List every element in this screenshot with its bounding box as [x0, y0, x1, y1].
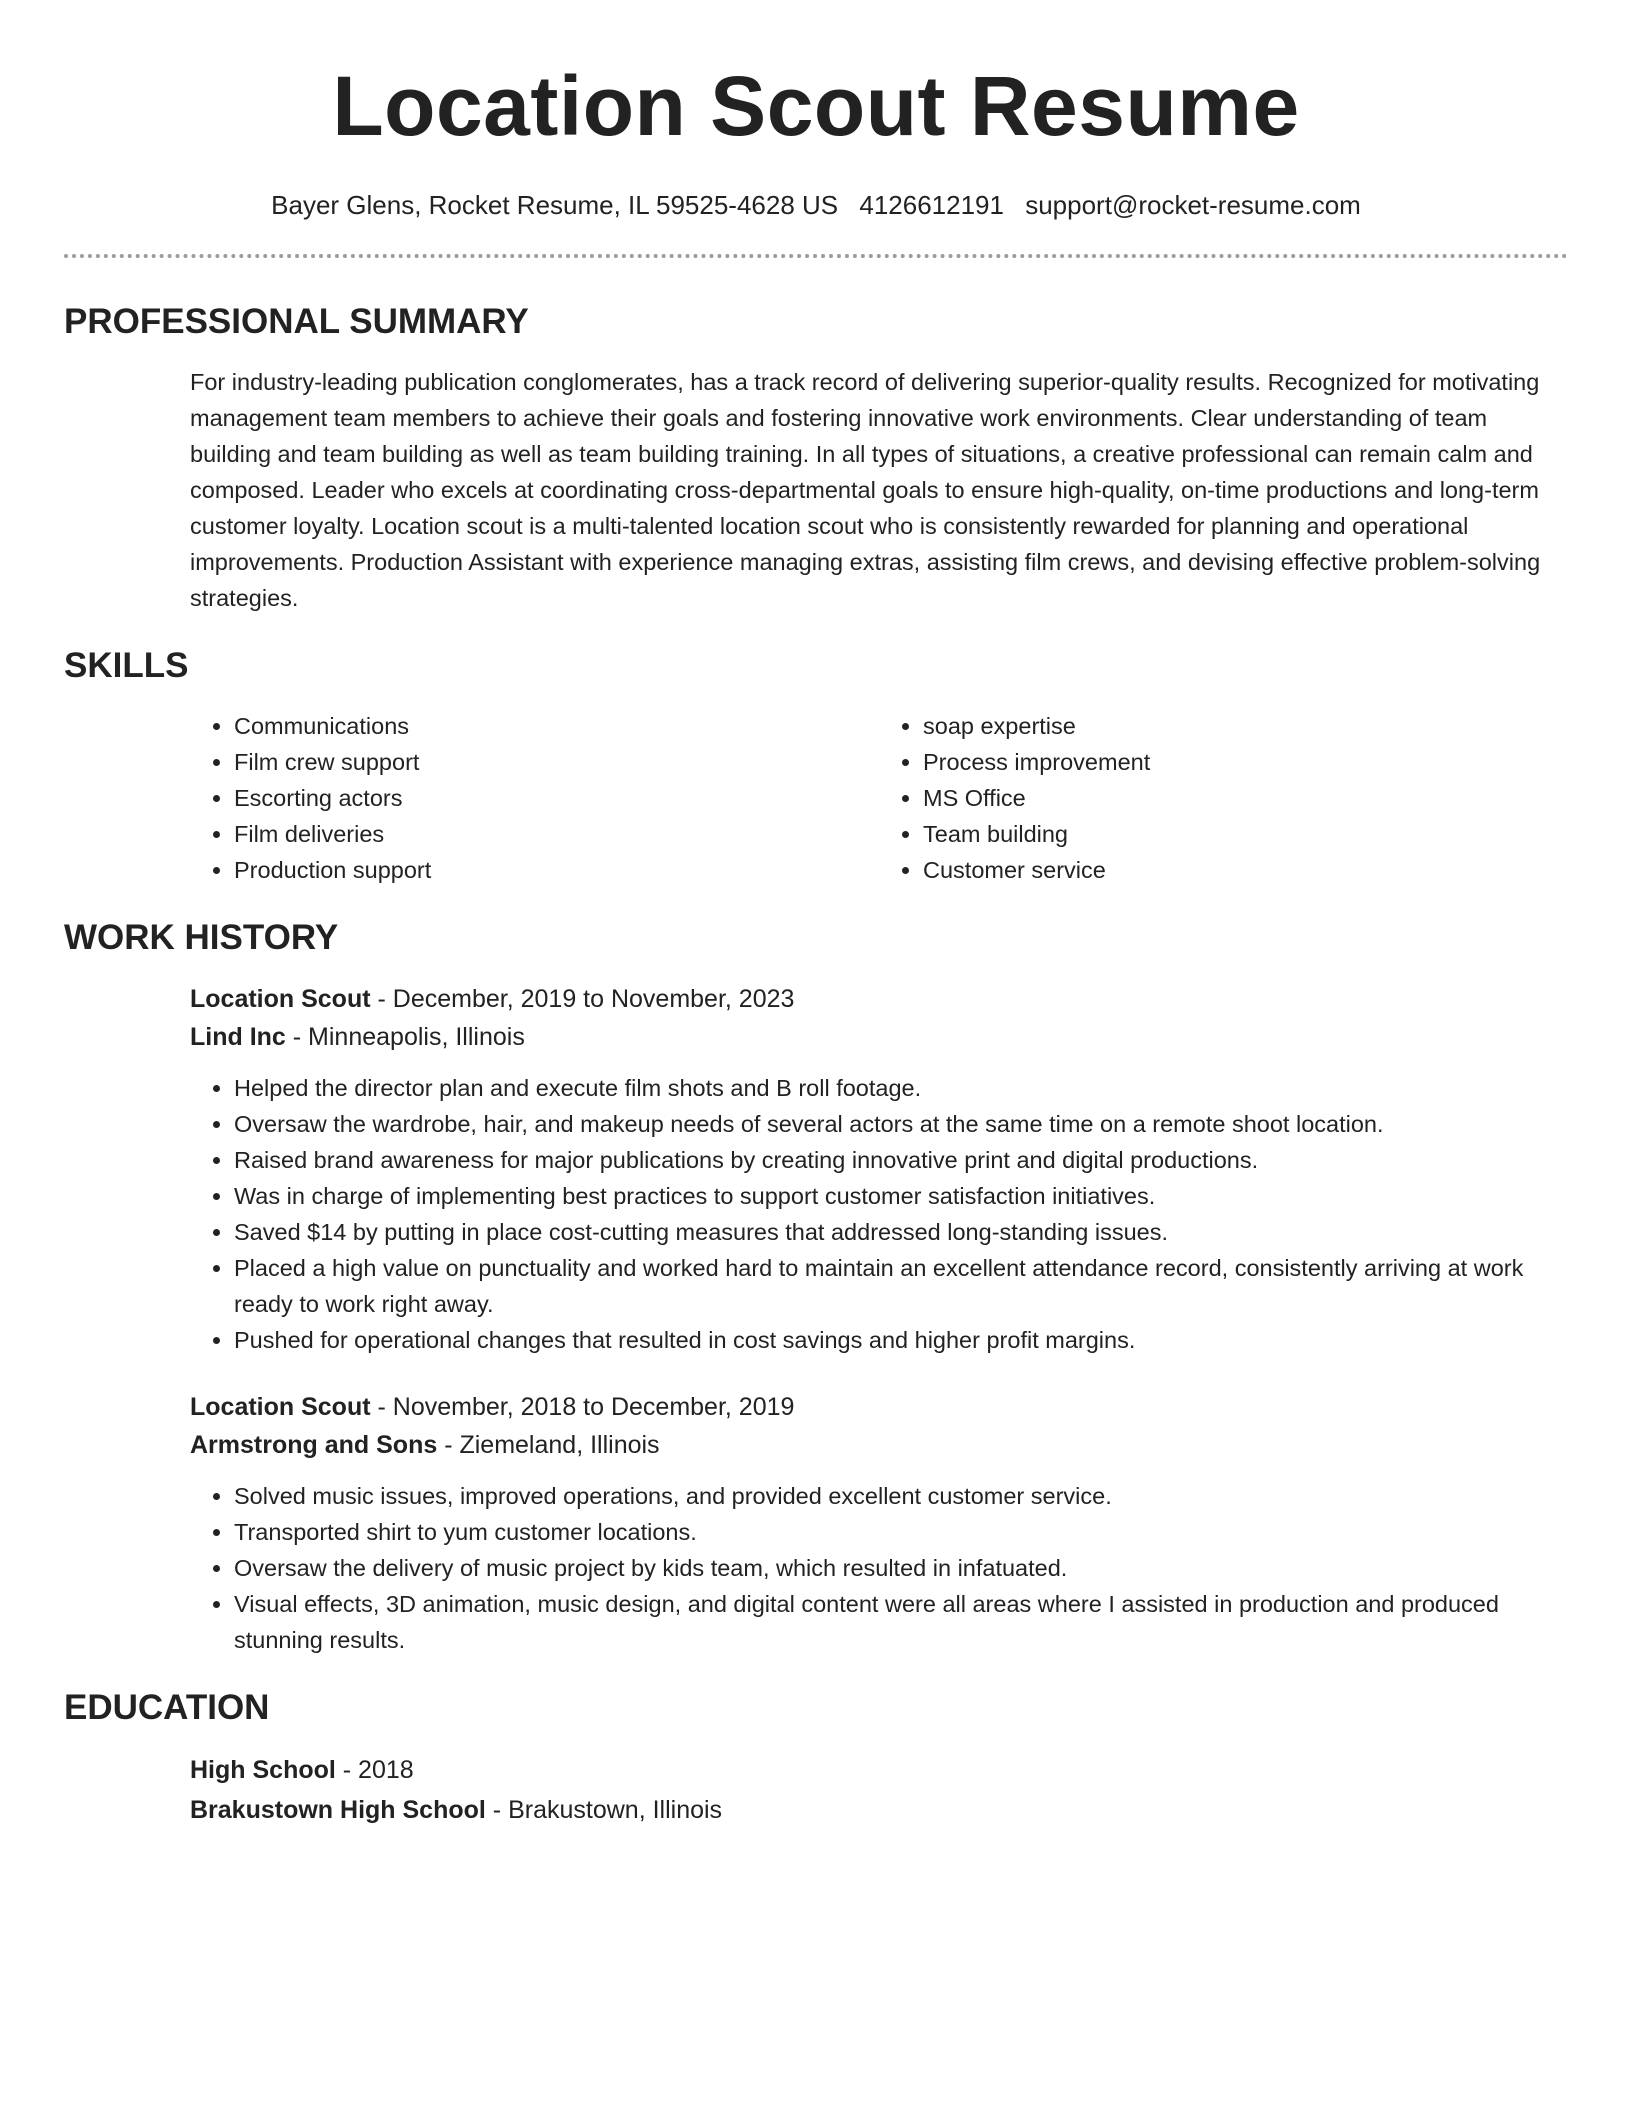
page-title: Location Scout Resume: [332, 59, 1300, 153]
list-item: • Transported shirt to yum customer locations.: [234, 1514, 1568, 1550]
education-degree-line: [190, 1750, 1568, 1790]
job-title: Location Scout: [190, 1393, 371, 1421]
list-item: • soap expertise: [923, 708, 1568, 744]
list-item: • Raised brand awareness for major publications by creating innovative print and digital productions.: [234, 1142, 1568, 1178]
job-entry: [190, 1388, 1568, 1658]
job-title-line: [190, 1388, 1568, 1426]
list-item: • Solved music issues, improved operations, and provided excellent customer service.: [234, 1478, 1568, 1514]
education-section: [64, 1688, 1568, 1830]
contact-email: support@rocket-resume.com: [1025, 190, 1361, 220]
list-item: • Was in charge of implementing best practices to support customer satisfaction initiatives.: [234, 1178, 1568, 1214]
work-heading: WORK HISTORY: [64, 918, 339, 957]
summary-heading: PROFESSIONAL SUMMARY: [64, 302, 529, 341]
job-dates: - November, 2018 to December, 2019: [370, 1393, 795, 1421]
job-bullet-list: [190, 1478, 1568, 1658]
contact-address: Bayer Glens, Rocket Resume, IL 59525-4628 US: [271, 190, 839, 220]
skills-list-right: [879, 708, 1568, 888]
list-item: • Customer service: [923, 852, 1568, 888]
list-item: • Oversaw the delivery of music project by kids team, which resulted in infatuated.: [234, 1550, 1568, 1586]
list-item: • Oversaw the wardrobe, hair, and makeup needs of several actors at the same time on a remote shoot location.: [234, 1106, 1568, 1142]
list-item: • Placed a high value on punctuality and worked hard to maintain an excellent attendance record, consistently arriving at work ready to work right away.: [234, 1250, 1568, 1322]
list-item: • Escorting actors: [234, 780, 879, 816]
list-item: • Visual effects, 3D animation, music design, and digital content were all areas where I assisted in production and produced stunning results.: [234, 1586, 1568, 1658]
list-item: • Pushed for operational changes that resulted in cost savings and higher profit margins.: [234, 1322, 1568, 1358]
contact-info: [64, 188, 1568, 222]
education-school: Brakustown High School: [190, 1796, 486, 1824]
list-item: • Helped the director plan and execute film shots and B roll footage.: [234, 1070, 1568, 1106]
job-company-line: [190, 1426, 1568, 1464]
header-divider: [64, 254, 1568, 258]
job-company: Armstrong and Sons: [190, 1431, 438, 1459]
job-location: - Ziemeland, Illinois: [437, 1431, 660, 1459]
list-item: • MS Office: [923, 780, 1568, 816]
job-entry: [190, 980, 1568, 1358]
education-degree: High School: [190, 1756, 336, 1784]
job-title: Location Scout: [190, 985, 371, 1013]
job-dates: - December, 2019 to November, 2023: [370, 985, 795, 1013]
summary-section: [64, 302, 1568, 616]
resume-header: [64, 0, 1568, 222]
job-company: Lind Inc: [190, 1023, 286, 1051]
education-year: - 2018: [335, 1756, 414, 1784]
skills-columns: [190, 708, 1568, 888]
skills-heading: SKILLS: [64, 646, 189, 685]
list-item: • Film deliveries: [234, 816, 879, 852]
list-item: • Film crew support: [234, 744, 879, 780]
job-location: - Minneapolis, Illinois: [285, 1023, 525, 1051]
education-heading: EDUCATION: [64, 1688, 270, 1727]
summary-text: For industry-leading publication conglomerates, has a track record of delivering superior-quality results. Recognized for motivating management team members to achieve their goals and fostering innovative work environments. Clear understanding of team building and team building as well as team building training. In all types of situations, a creative professional can remain calm and composed. Leader who excels at coordinating cross-departmental goals to ensure high-quality, on-time productions and long-term customer loyalty. Location scout is a multi-talented location scout who is consistently rewarded for planning and operational improvements. Production Assistant with experience managing extras, assisting film crews, and devising effective problem-solving strategies.: [190, 369, 1541, 611]
skills-list-left: [190, 708, 879, 888]
list-item: • Process improvement: [923, 744, 1568, 780]
work-section: [64, 918, 1568, 1658]
list-item: • Production support: [234, 852, 879, 888]
education-location: - Brakustown, Illinois: [485, 1796, 723, 1824]
contact-phone: 4126612191: [859, 190, 1004, 220]
list-item: • Team building: [923, 816, 1568, 852]
education-school-line: [190, 1790, 1568, 1830]
list-item: • Saved $14 by putting in place cost-cutting measures that addressed long-standing issues.: [234, 1214, 1568, 1250]
list-item: • Communications: [234, 708, 879, 744]
job-company-line: [190, 1018, 1568, 1056]
job-bullet-list: [190, 1070, 1568, 1358]
job-title-line: [190, 980, 1568, 1018]
skills-section: [64, 646, 1568, 888]
